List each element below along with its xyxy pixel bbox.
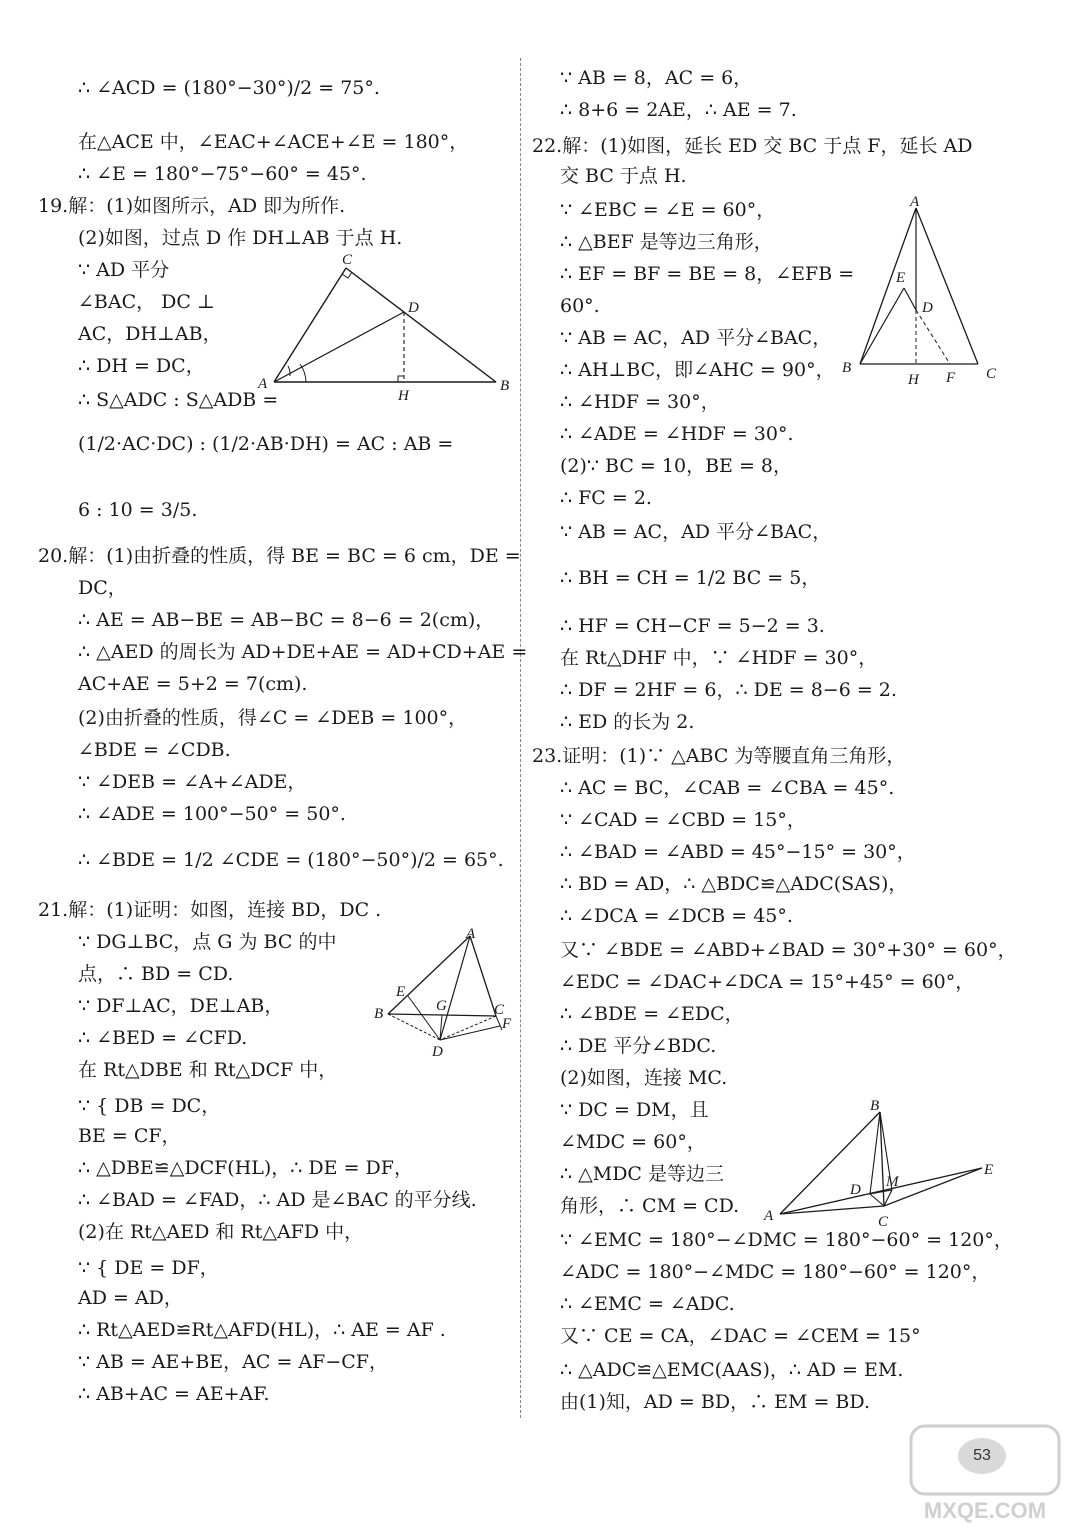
right-line: ∴ ∠ADE = ∠HDF = 30°. xyxy=(560,423,794,445)
fig22-label-B: B xyxy=(842,360,852,376)
right-line: ∴ ED 的长为 2. xyxy=(560,711,695,733)
fig23-label-E: E xyxy=(984,1162,994,1178)
left-line: ∴ DH = DC， xyxy=(78,355,205,377)
right-line: ∴ 8+6 = 2AE，∴ AE = 7. xyxy=(560,99,797,121)
left-line: ∠BAC， DC ⊥ xyxy=(78,291,215,313)
segment-CB xyxy=(346,268,496,382)
right-line: 角形，∴ CM = CD. xyxy=(560,1195,740,1217)
fig23-label-A: A xyxy=(764,1208,774,1224)
segment-AD xyxy=(274,312,404,382)
right-line: ∵ ∠EBC = ∠E = 60°， xyxy=(560,199,776,221)
left-line: ∴ △DBE≌△DCF(HL)，∴ DE = DF， xyxy=(78,1157,413,1179)
right-line: ∴ AC = BC，∠CAB = ∠CBA = 45°. xyxy=(560,777,895,799)
fig21-label-C: C xyxy=(494,1002,505,1018)
left-line: (2)在 Rt△AED 和 Rt△AFD 中， xyxy=(78,1221,364,1243)
left-line: ∴ △AED 的周长为 AD+DE+AE = AD+CD+AE = xyxy=(78,641,528,663)
column-divider xyxy=(520,58,521,1418)
fig21-label-B: B xyxy=(374,1006,384,1022)
left-line: 6 : 10 = 3/5. xyxy=(78,499,198,521)
left-line: ∵ { DB = DC， xyxy=(78,1095,221,1117)
right-line: (2)∵ BC = 10，BE = 8， xyxy=(560,455,792,477)
right-line: 又∵ ∠BDE = ∠ABD+∠BAD = 30°+30° = 60°， xyxy=(560,939,1017,961)
right-line: ∴ BD = AD，∴ △BDC≌△ADC(SAS)， xyxy=(560,873,908,895)
fig22-label-E: E xyxy=(896,270,906,286)
left-line: ∴ S△ADC : S△ADB = xyxy=(78,389,279,411)
left-line: 21.解：(1)证明：如图，连接 BD，DC . xyxy=(38,899,382,921)
fig22-label-C: C xyxy=(986,366,997,382)
right-line: ∴ AH⊥BC，即∠AHC = 90°， xyxy=(560,359,835,381)
left-line: ∵ ∠DEB = ∠A+∠ADE， xyxy=(78,771,307,793)
left-line: ∴ ∠BDE = 1/2 ∠CDE = (180°−50°)/2 = 65°. xyxy=(78,849,504,871)
right-line: ∴ △MDC 是等边三 xyxy=(560,1163,725,1185)
left-line: AC+AE = 5+2 = 7(cm). xyxy=(78,673,308,695)
left-line: ∵ AB = AE+BE，AC = AF−CF， xyxy=(78,1351,388,1373)
right-line: ∵ ∠EMC = 180°−∠DMC = 180°−60° = 120°， xyxy=(560,1229,1013,1251)
fig23-label-D: D xyxy=(850,1182,861,1198)
right-line: ∴ △ADC≌△EMC(AAS)，∴ AD = EM. xyxy=(560,1359,904,1381)
figure-19 xyxy=(250,252,520,402)
right-line: 在 Rt△DHF 中，∵ ∠HDF = 30°， xyxy=(560,647,878,669)
left-line: ∴ ∠BAD = ∠FAD，∴ AD 是∠BAC 的平分线. xyxy=(78,1189,477,1211)
right-line: 由(1)知，AD = BD，∴ EM = BD. xyxy=(560,1391,870,1413)
right-line: ∴ △BEF 是等边三角形， xyxy=(560,231,773,253)
left-line: ∵ DF⊥AC，DE⊥AB， xyxy=(78,995,284,1017)
right-line: (2)如图，连接 MC. xyxy=(560,1067,728,1089)
right-line: 60°. xyxy=(560,295,600,317)
right-line: ∴ ∠EMC = ∠ADC. xyxy=(560,1293,735,1315)
left-line: ∵ DG⊥BC，点 G 为 BC 的中 xyxy=(78,931,337,953)
left-line: 在 Rt△DBE 和 Rt△DCF 中， xyxy=(78,1059,338,1081)
fig23-label-B: B xyxy=(870,1098,880,1114)
fig19-label-D: D xyxy=(408,300,419,316)
right-line: 23.证明：(1)∵ △ABC 为等腰直角三角形， xyxy=(532,745,906,767)
left-line: 20.解：(1)由折叠的性质，得 BE = BC = 6 cm，DE = xyxy=(38,545,521,567)
segment-AC xyxy=(274,268,346,382)
left-line: (1/2·AC·DC) : (1/2·AB·DH) = AC : AB = xyxy=(78,433,454,455)
fig22-label-A: A xyxy=(910,194,920,210)
left-line: ∴ Rt△AED≌Rt△AFD(HL)，∴ AE = AF . xyxy=(78,1319,446,1341)
fig19-label-B: B xyxy=(500,378,510,394)
left-line: 19.解：(1)如图所示，AD 即为所作. xyxy=(38,195,346,217)
right-line: ∵ DC = DM，且 xyxy=(560,1099,709,1121)
fig19-label-A: A xyxy=(258,376,268,392)
right-line: 又∵ CE = CA，∠DAC = ∠CEM = 15° xyxy=(560,1325,921,1347)
right-line: ∠ADC = 180°−∠MDC = 180°−60° = 120°， xyxy=(560,1261,991,1283)
left-line: DC， xyxy=(78,577,127,599)
fig21-label-G: G xyxy=(436,998,447,1014)
left-line: ∴ ∠BED = ∠CFD. xyxy=(78,1027,248,1049)
fig21-label-D: D xyxy=(432,1044,443,1060)
fig22-label-D: D xyxy=(922,300,933,316)
right-line: ∵ AB = AC，AD 平分∠BAC， xyxy=(560,521,832,543)
fig19-label-H: H xyxy=(398,388,409,402)
left-line: AC，DH⊥AB， xyxy=(78,323,222,345)
left-line: ∴ AE = AB−BE = AB−BC = 8−6 = 2(cm)， xyxy=(78,609,495,631)
left-line: 点，∴ BD = CD. xyxy=(78,963,234,985)
fig22-label-H: H xyxy=(908,372,919,388)
right-angle-H xyxy=(398,376,404,382)
figure-21 xyxy=(370,926,520,1066)
watermark-logo xyxy=(905,1418,1065,1530)
left-line: (2)如图，过点 D 作 DH⊥AB 于点 H. xyxy=(78,227,403,249)
left-line: ∵ AD 平分 xyxy=(78,259,170,281)
fig23-label-M: M xyxy=(886,1174,899,1190)
right-line: ∵ AB = 8，AC = 6， xyxy=(560,67,753,89)
right-line: ∠EDC = ∠DAC+∠DCA = 15°+45° = 60°， xyxy=(560,971,975,993)
right-line: ∴ HF = CH−CF = 5−2 = 3. xyxy=(560,615,825,637)
fig19-label-C: C xyxy=(342,252,353,268)
left-line: 在△ACE 中，∠EAC+∠ACE+∠E = 180°， xyxy=(78,131,469,153)
right-line: ∴ ∠BAD = ∠ABD = 45°−15° = 30°， xyxy=(560,841,916,863)
right-line: ∴ EF = BF = BE = 8，∠EFB = xyxy=(560,263,855,285)
fig22-label-F: F xyxy=(946,370,956,386)
left-line: ∴ AB+AC = AE+AF. xyxy=(78,1383,270,1405)
left-line: ∴ ∠ADE = 100°−50° = 50°. xyxy=(78,803,346,825)
right-line: ∴ BH = CH = 1/2 BC = 5， xyxy=(560,567,821,589)
fig23-label-C: C xyxy=(878,1214,889,1230)
figure-23 xyxy=(760,1094,1000,1234)
right-line: ∠MDC = 60°， xyxy=(560,1131,706,1153)
left-line: ∴ ∠ACD = (180°−30°)/2 = 75°. xyxy=(78,77,380,99)
right-line: ∵ ∠CAD = ∠CBD = 15°， xyxy=(560,809,806,831)
right-line: ∴ ∠BDE = ∠EDC， xyxy=(560,1003,744,1025)
watermark-text: MXQE.COM xyxy=(923,1498,1047,1523)
left-line: (2)由折叠的性质，得∠C = ∠DEB = 100°， xyxy=(78,707,468,729)
left-line: ∵ { DE = DF， xyxy=(78,1257,219,1279)
right-line: 22.解：(1)如图，延长 ED 交 BC 于点 F，延长 AD xyxy=(532,135,973,157)
left-line: AD = AD， xyxy=(78,1287,183,1309)
fig21-label-F: F xyxy=(502,1016,512,1032)
left-line: ∴ ∠E = 180°−75°−60° = 45°. xyxy=(78,163,367,185)
right-line: 交 BC 于点 H. xyxy=(560,165,687,187)
right-line: ∴ ∠HDF = 30°， xyxy=(560,391,720,413)
right-line: ∵ AB = AC，AD 平分∠BAC， xyxy=(560,327,832,349)
right-line: ∴ ∠DCA = ∠DCB = 45°. xyxy=(560,905,793,927)
right-line: ∴ DF = 2HF = 6，∴ DE = 8−6 = 2. xyxy=(560,679,897,701)
left-line: BE = CF， xyxy=(78,1125,181,1147)
right-line: ∴ FC = 2. xyxy=(560,487,652,509)
figure-22 xyxy=(838,192,1008,392)
page-number: 53 xyxy=(958,1438,1006,1474)
left-line: ∠BDE = ∠CDB. xyxy=(78,739,231,761)
fig21-label-E: E xyxy=(396,984,406,1000)
right-line: ∴ DE 平分∠BDC. xyxy=(560,1035,717,1057)
fig21-label-A: A xyxy=(466,926,476,942)
